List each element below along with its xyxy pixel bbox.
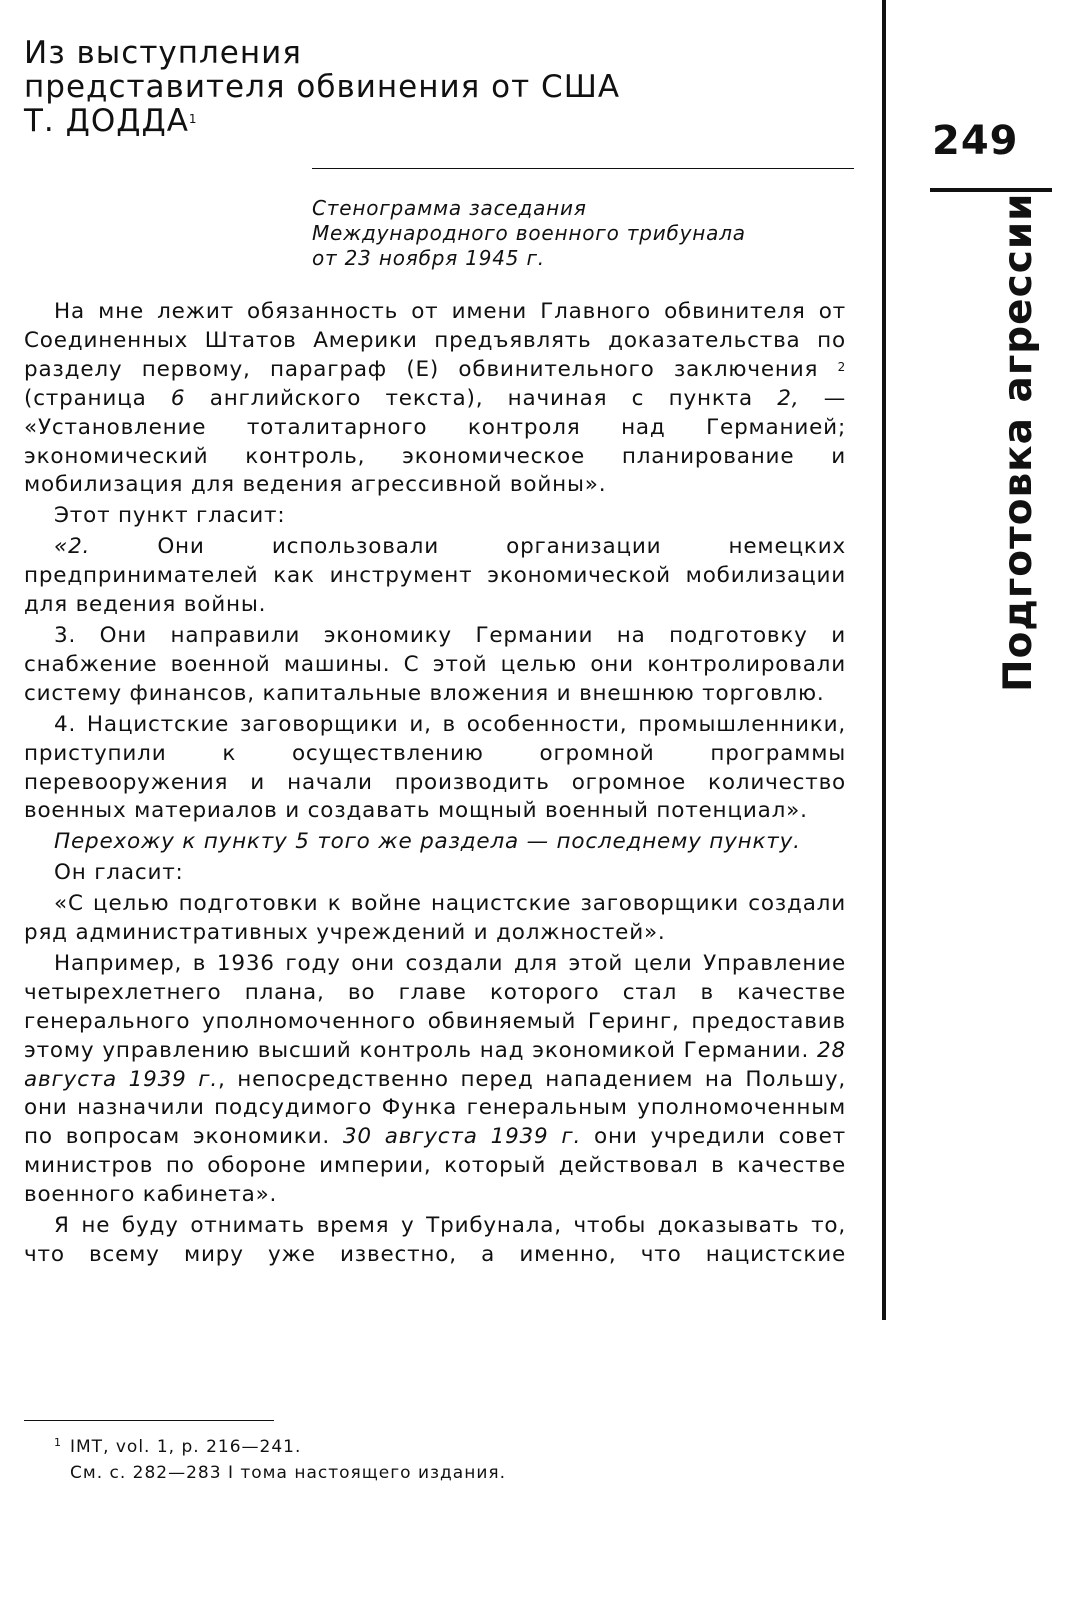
page-number-rule	[930, 188, 1052, 192]
title-line-2: представителя обвинения от США	[24, 69, 621, 105]
paragraph-2: Этот пункт гласит:	[54, 503, 286, 529]
margin-rule	[882, 0, 886, 1320]
footnote-1: IMT, vol. 1, p. 216—241.	[70, 1437, 302, 1457]
p3-number: «2.	[54, 534, 91, 560]
p9-text-b: , непосредственно перед нападением на Польшу, они назначили подсудимого Функа генеральным уполномоченным по вопросам экономики.	[24, 1066, 847, 1150]
footnotes	[54, 1434, 506, 1486]
paragraph-3	[24, 533, 846, 620]
footnote-mark-1: 1	[54, 1436, 62, 1449]
paragraph-9	[24, 950, 846, 1210]
footnote-2: См. с. 282—283 I тома настоящего издания.	[70, 1463, 506, 1483]
p1-text-a: На мне лежит обязанность от имени Главного обвинителя от Соединенных Штатов Америки предъявлять доказательства по разделу первому, параграф (Е) обвинительного заключения	[24, 299, 846, 382]
paragraph-1	[24, 298, 846, 500]
paragraph-5: 4. Нацистские заговорщики и, в особенности, промышленники, приступили к осуществлению огромной программы перевооружения и начали производить огромное количество военных материалов и создавать мощный военный потенциал».	[24, 711, 846, 824]
body-text	[24, 298, 846, 1272]
paragraph-10: Я не буду отнимать время у Трибунала, чтобы доказывать то, что всему миру уже известно, а именно, что нацистские	[24, 1213, 846, 1267]
source-note	[312, 196, 746, 271]
page-number: 249	[932, 118, 1019, 164]
p1-page-ref: 6	[170, 385, 186, 411]
p9-date-1: 28 августа 1939 г.	[24, 1037, 846, 1092]
p9-date-2: 30 августа 1939 г.	[342, 1124, 582, 1150]
title-divider	[312, 168, 854, 169]
paragraph-6: Перехожу к пункту 5 того же раздела — последнему пункту.	[54, 829, 801, 855]
footnote-ref-2: 2	[837, 359, 846, 374]
paragraph-4: 3. Они направили экономику Германии на подготовку и снабжение военной машины. С этой целью они контролировали систему финансов, капитальные вложения и внешнюю торговлю.	[24, 622, 846, 706]
p1-text-b: (страница	[24, 385, 171, 411]
paragraph-7: Он гласит:	[54, 860, 184, 886]
p3-text: Они использовали организации немецких предпринимателей как инструмент экономической мобилизации для ведения войны.	[24, 534, 846, 618]
title-line-1: Из выступления	[24, 35, 302, 71]
paragraph-8: «С целью подготовки к войне нацистские заговорщики создали ряд административных учреждений и должностей».	[24, 891, 846, 946]
footnote-divider	[24, 1420, 274, 1421]
source-line-1: Стенограмма заседания	[312, 196, 587, 220]
p9-text-c: они учредили совет министров по обороне империи, который действовал в качестве военного кабинета».	[24, 1124, 846, 1208]
p1-text-c: английского текста), начиная с пункта	[185, 385, 778, 411]
source-line-3: от 23 ноября 1945 г.	[312, 246, 545, 270]
p9-text-a: Например, в 1936 году они создали для этой цели Управление четырехлетнего плана, во главе которого стал в качестве генерального уполномоченного обвиняемый Геринг, предоставив этому управлению высший контроль над экономикой Германии.	[24, 950, 846, 1063]
p1-item-ref: 2,	[777, 385, 800, 411]
source-line-2: Международного военного трибунала	[312, 221, 746, 245]
article-title	[24, 36, 620, 138]
running-head: Подготовка агрессии	[996, 192, 1041, 692]
title-footnote-mark: 1	[188, 112, 198, 126]
p1-text-d: — «Установление тоталитарного контроля над Германией; экономический контроль, экономическое планирование и мобилизация для ведения агрессивной войны».	[24, 385, 846, 498]
title-line-3: Т. ДОДДА	[24, 103, 189, 139]
